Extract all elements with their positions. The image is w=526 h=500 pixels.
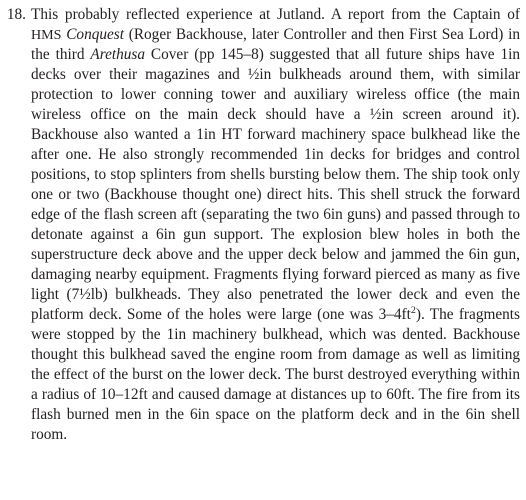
ship-name-conquest: Conquest (66, 26, 125, 43)
note-text (31, 5, 520, 445)
note-number: 18. (6, 6, 26, 23)
text-segment: (Roger Backhouse, later Controller and then First Sea Lord) in the third (31, 26, 520, 63)
endnote-18 (0, 5, 520, 445)
ship-prefix: HMS (31, 27, 62, 43)
text-segment: This probably reflected experience at Jutland. A report from the Captain of (31, 6, 520, 23)
superscript-2: 2 (410, 304, 416, 316)
text-segment: ). The fragments were stopped by the 1in machinery bulkhead, which was dented. Backhouse thought this bulkhead saved the engine room from damage as well as limiting the effect of the burst on the lower deck. The burst destroyed everything within a radius of 10–12ft and caused damage at distances up to 60ft. The fire from its flash burned men in the 6in space on the platform deck and in the 6in shell room. (31, 306, 521, 443)
operation-name-arethusa: Arethusa (90, 46, 146, 63)
text-segment: Cover (pp 145–8) suggested that all future ships have 1in decks over their magazines and ½in bulkheads around them, with similar protection to lower conning tower and auxiliary wireless office (the main wireless office on the main deck should have a ½in screen around it). Backhouse also wanted a 1in HT forward machinery space bulkhead like the after one. He also strongly recommended 1in decks for bridges and control positions, to stop splinters from shells bursting below them. The ship took only one or two (Backhouse thought one) direct hits. This shell struck the forward edge of the flash screen aft (separating the two 6in guns) and passed through to detonate against a 6in gun support. The explosion blew holes in both the superstructure deck above and the upper deck below and jammed the 6in gun, damaging nearby equipment. Fragments flying forward pierced as many as five light (7½lb) bulkheads. They also penetrated the lower deck and even the platform deck. Some of the holes were large (one was 3–4ft (31, 46, 520, 323)
